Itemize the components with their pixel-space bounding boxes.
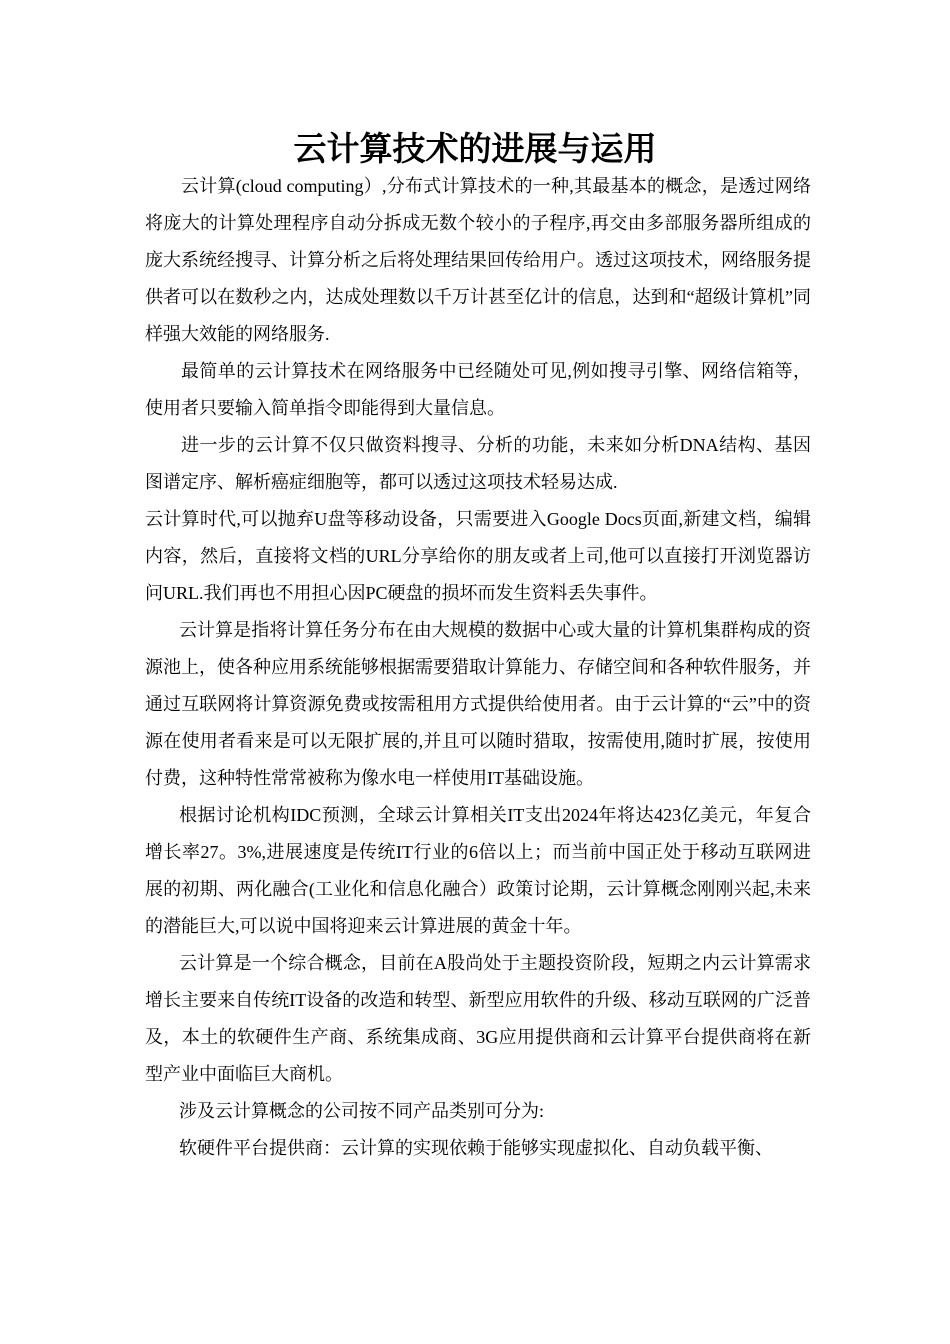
paragraph-idc-forecast: 根据讨论机构IDC预测，全球云计算相关IT支出2024年将达423亿美元，年复合增长率27。3%,进展速度是传统IT行业的6倍以上；而当前中国正处于移动互联网进展的初期、两化融合(工业化和信息化融合）政策讨论期，云计算概念刚刚兴起,未来的潜能巨大,可以说中国将迎来云计算进展的黄金十年。 [145,805,811,936]
document-body [145,168,811,1167]
paragraph-company-categories: 涉及云计算概念的公司按不同产品类别可分为: [179,1101,544,1121]
paragraph-market: 云计算是一个综合概念，目前在A股尚处于主题投资阶段，短期之内云计算需求增长主要来自传统IT设备的改造和转型、新型应用软件的升级、移动互联网的广泛普及，本土的软硬件生产商、系统集成商、3G应用提供商和云计算平台提供商将在新型产业中面临巨大商机。 [145,953,811,1084]
paragraph-intro: 云计算(cloud computing）,分布式计算技术的一种,其最基本的概念，是透过网络将庞大的计算处理程序自动分拆成无数个较小的子程序,再交由多部服务器所组成的庞大系统经搜寻、计算分析之后将处理结果回传给用户。透过这项技术，网络服务提供者可以在数秒之内，达成处理数以千万计甚至亿计的信息，达到和“超级计算机”同样强大效能的网络服务. [145,176,811,344]
paragraph-platform-providers: 软硬件平台提供商：云计算的实现依赖于能够实现虚拟化、自动负载平衡、 [179,1138,773,1158]
paragraph-search-examples: 最简单的云计算技术在网络服务中已经随处可见,例如搜寻引擎、网络信箱等，使用者只要输入简单指令即能得到大量信息。 [145,361,811,418]
paragraph-advanced-uses: 进一步的云计算不仅只做资料搜寻、分析的功能，未来如分析DNA结构、基因图谱定序、解析癌症细胞等，都可以透过这项技术轻易达成. [145,435,811,492]
paragraph-definition: 云计算是指将计算任务分布在由大规模的数据中心或大量的计算机集群构成的资源池上，使各种应用系统能够根据需要猎取计算能力、存储空间和各种软件服务，并通过互联网将计算资源免费或按需租用方式提供给使用者。由于云计算的“云”中的资源在使用者看来是可以无限扩展的,并且可以随时猎取，按需使用,随时扩展，按使用付费，这种特性常常被称为像水电一样使用IT基础设施。 [145,620,811,788]
document-title: 云计算技术的进展与运用 [293,129,657,168]
paragraph-google-docs: 云计算时代,可以抛弃U盘等移动设备，只需要进入Google Docs页面,新建文档，编辑内容，然后，直接将文档的URL分享给你的朋友或者上司,他可以直接打开浏览器访问URL.我们再也不用担心因PC硬盘的损坏而发生资料丢失事件。 [145,509,811,603]
